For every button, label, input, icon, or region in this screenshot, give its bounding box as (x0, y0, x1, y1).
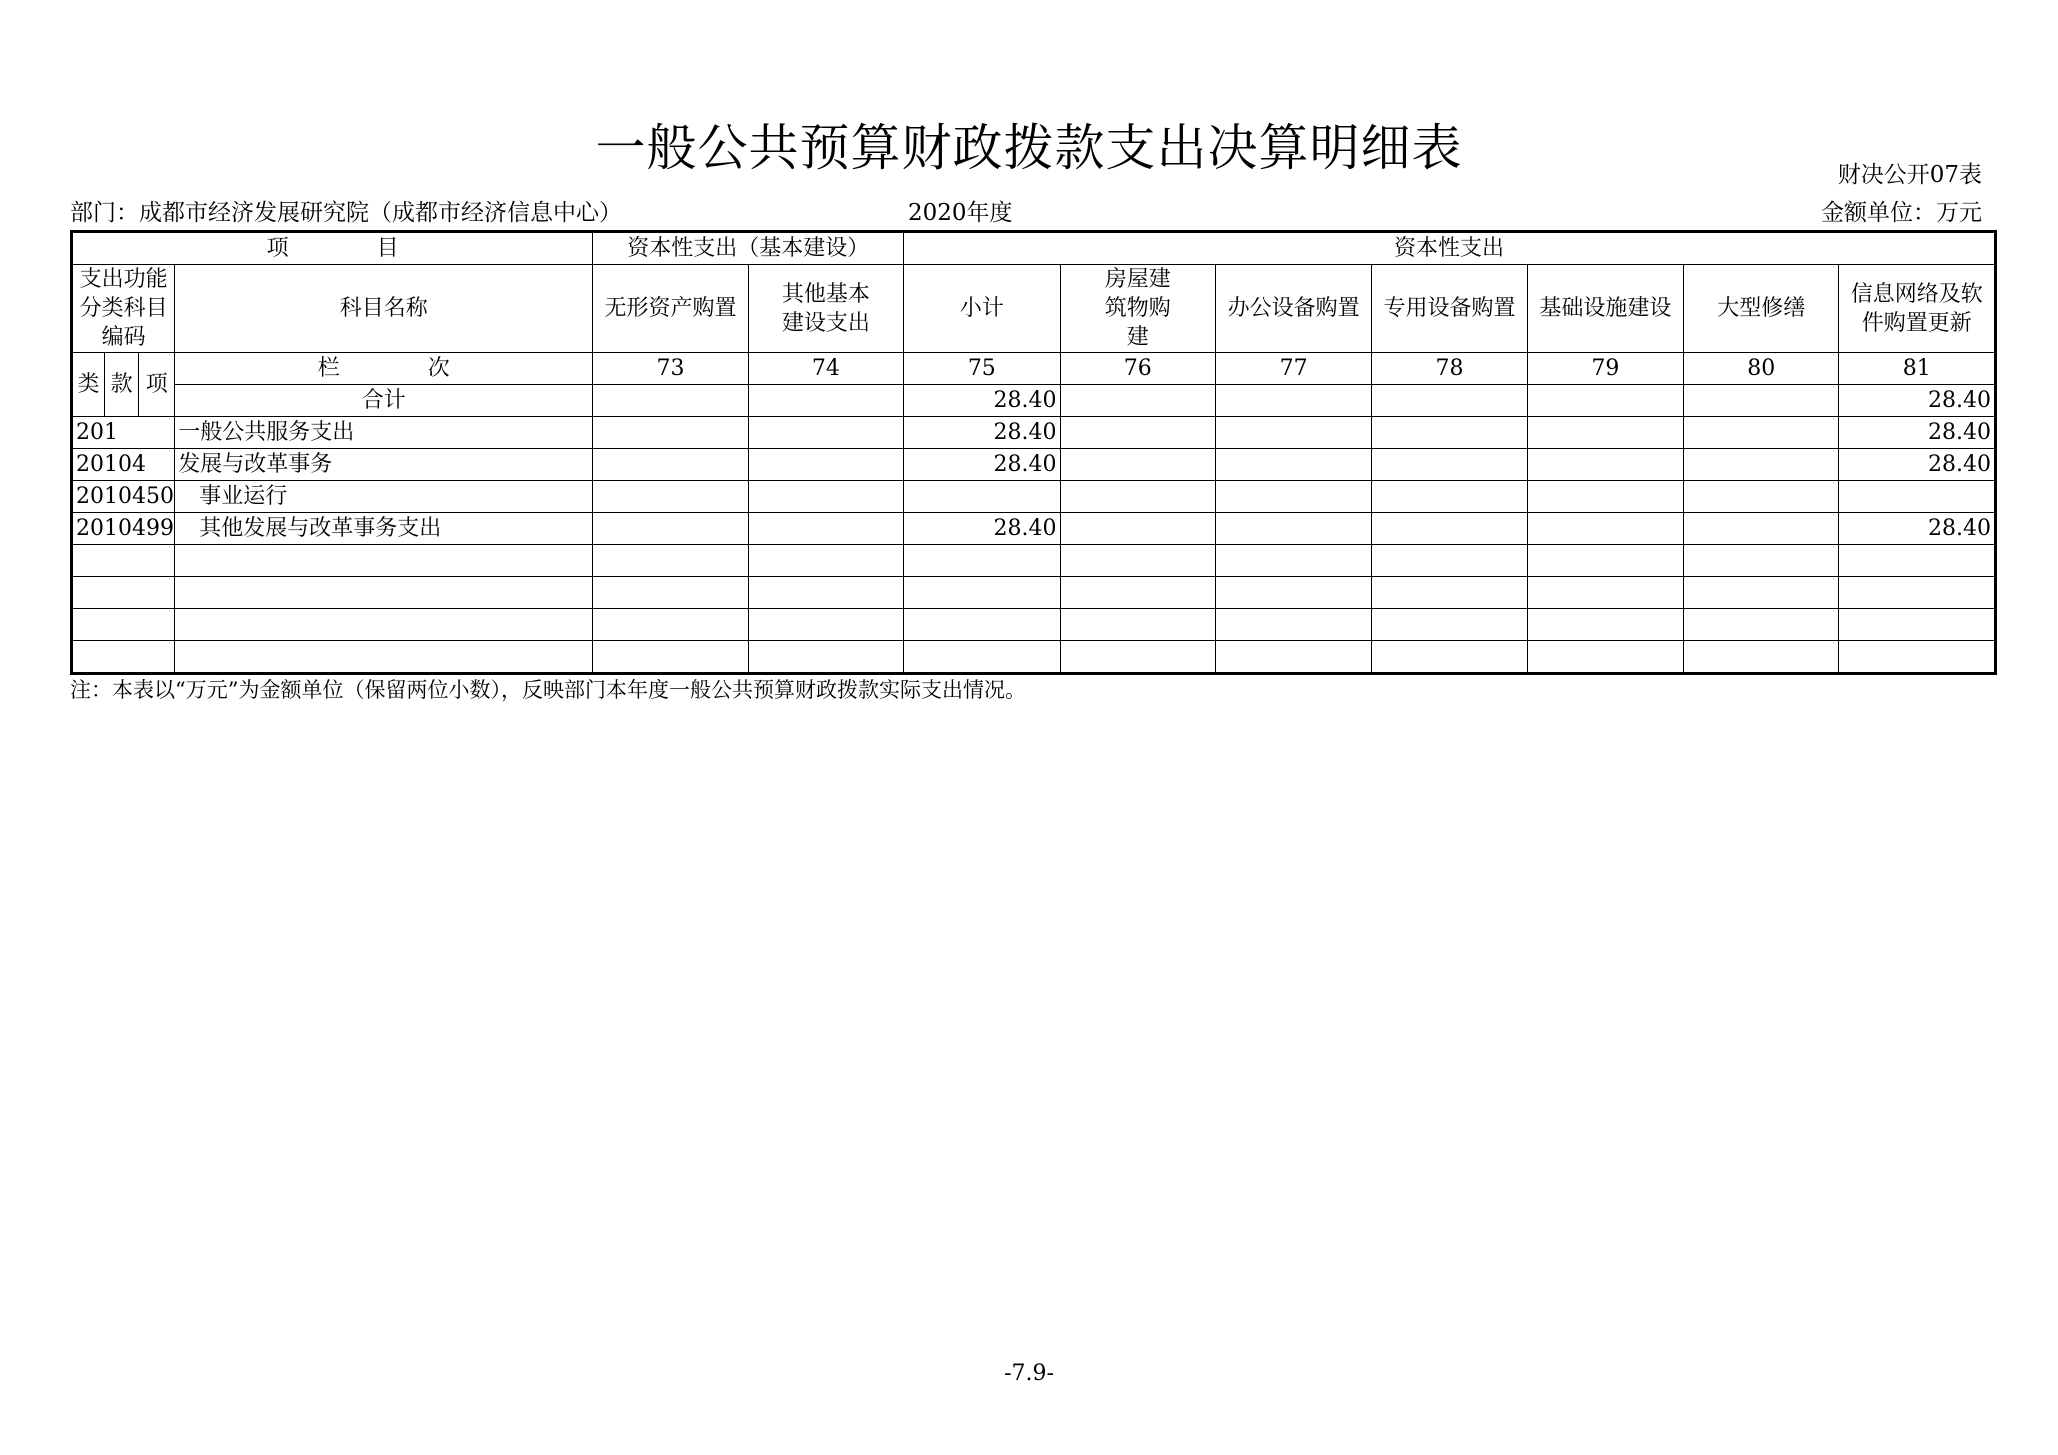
cell (1684, 513, 1839, 545)
cell (1060, 481, 1215, 513)
header-col: 无形资产购置 (593, 265, 748, 353)
row-code: 2010499 (72, 513, 175, 545)
cell (72, 577, 175, 609)
cell (748, 641, 903, 674)
col-number: 74 (748, 353, 903, 385)
cell (904, 641, 1060, 674)
cell (1215, 385, 1371, 417)
header-subject-name: 科目名称 (175, 265, 593, 353)
header-group-capital-construction: 资本性支出（基本建设） (593, 232, 904, 265)
row-name: 合计 (175, 385, 593, 417)
cell (1060, 609, 1215, 641)
col-number: 76 (1060, 353, 1215, 385)
cell (1372, 609, 1527, 641)
cell (1215, 577, 1371, 609)
page-title: 一般公共预算财政拨款支出决算明细表 (595, 119, 1463, 177)
cell (748, 481, 903, 513)
cell (1684, 577, 1839, 609)
cell (1684, 641, 1839, 674)
cell (72, 641, 175, 674)
cell (593, 577, 748, 609)
header-row-groups (72, 232, 1996, 265)
header-col: 小计 (904, 265, 1060, 353)
cell (593, 641, 748, 674)
cell (1839, 481, 1996, 513)
row-name: 其他发展与改革事务支出 (175, 513, 593, 545)
cell: 28.40 (1839, 417, 1996, 449)
cell (1684, 449, 1839, 481)
cell (1215, 481, 1371, 513)
cell (175, 577, 593, 609)
year-label: 2020年度 (908, 200, 1013, 226)
cell (1372, 481, 1527, 513)
header-item: 项 目 (72, 232, 593, 265)
cell: 28.40 (1839, 449, 1996, 481)
table-row-empty (72, 577, 1996, 609)
header-lanci: 栏 次 (175, 353, 593, 385)
table-row-empty (72, 609, 1996, 641)
cell (1527, 641, 1683, 674)
cell: 28.40 (1839, 513, 1996, 545)
row-code: 201 (72, 417, 175, 449)
cell (904, 481, 1060, 513)
cell (1527, 609, 1683, 641)
table-row-empty (72, 641, 1996, 674)
cell (593, 449, 748, 481)
cell (1527, 417, 1683, 449)
cell (1839, 641, 1996, 674)
cell (748, 449, 903, 481)
cell (1215, 513, 1371, 545)
header-col: 办公设备购置 (1215, 265, 1371, 353)
cell (1372, 417, 1527, 449)
cell (1527, 385, 1683, 417)
cell (1527, 545, 1683, 577)
header-col: 专用设备购置 (1372, 265, 1527, 353)
cell (1839, 577, 1996, 609)
col-number: 77 (1215, 353, 1371, 385)
cell (593, 513, 748, 545)
cell (1215, 641, 1371, 674)
cell (1060, 449, 1215, 481)
cell (72, 609, 175, 641)
form-code: 财决公开07表 (1837, 162, 1982, 188)
col-number: 81 (1839, 353, 1996, 385)
header-row-numbers (72, 353, 1996, 385)
cell (1839, 609, 1996, 641)
header-row-columns (72, 265, 1996, 353)
row-code: 20104 (72, 449, 175, 481)
cell (1372, 449, 1527, 481)
cell (1527, 481, 1683, 513)
cell (748, 417, 903, 449)
cell (748, 513, 903, 545)
cell (748, 385, 903, 417)
cell (1215, 449, 1371, 481)
cell (72, 545, 175, 577)
cell (1060, 577, 1215, 609)
table-row (72, 513, 1996, 545)
cell (1372, 641, 1527, 674)
cell (1215, 417, 1371, 449)
table-row-empty (72, 545, 1996, 577)
cell (1060, 641, 1215, 674)
unit-label: 金额单位：万元 (1821, 200, 1982, 226)
cell (175, 545, 593, 577)
cell (1215, 545, 1371, 577)
cell (1527, 577, 1683, 609)
header-group-capital: 资本性支出 (904, 232, 1996, 265)
col-number: 75 (904, 353, 1060, 385)
cell: 28.40 (904, 417, 1060, 449)
cell (1684, 545, 1839, 577)
cell (1060, 385, 1215, 417)
header-col: 基础设施建设 (1527, 265, 1683, 353)
cell (1215, 609, 1371, 641)
cell (1060, 417, 1215, 449)
cell: 28.40 (1839, 385, 1996, 417)
header-col: 大型修缮 (1684, 265, 1839, 353)
cell: 28.40 (904, 385, 1060, 417)
col-number: 79 (1527, 353, 1683, 385)
cell (593, 609, 748, 641)
cell (175, 641, 593, 674)
cell (748, 577, 903, 609)
cell (593, 545, 748, 577)
cell (175, 609, 593, 641)
cell (1527, 513, 1683, 545)
cell (593, 417, 748, 449)
cell (748, 609, 903, 641)
col-number: 78 (1372, 353, 1527, 385)
cell (1060, 513, 1215, 545)
expenditure-table (70, 230, 1997, 675)
table-row (72, 417, 1996, 449)
cell (904, 577, 1060, 609)
cell (1684, 417, 1839, 449)
cell (1527, 449, 1683, 481)
header-col: 信息网络及软件购置更新 (1839, 265, 1996, 353)
cell (593, 481, 748, 513)
cell (1372, 513, 1527, 545)
cell (1684, 481, 1839, 513)
cell (1372, 385, 1527, 417)
header-col: 房屋建筑物购建 (1060, 265, 1215, 353)
header-lei: 类 (72, 353, 105, 417)
cell: 28.40 (904, 449, 1060, 481)
table-row (72, 481, 1996, 513)
cell (1684, 385, 1839, 417)
page-number: -7.9- (1004, 1361, 1054, 1386)
table-note: 注：本表以“万元”为金额单位（保留两位小数），反映部门本年度一般公共预算财政拨款实际支出情况。 (70, 678, 1026, 702)
col-number: 73 (593, 353, 748, 385)
header-kuan: 款 (105, 353, 139, 417)
cell: 28.40 (904, 513, 1060, 545)
cell (1372, 577, 1527, 609)
cell (593, 385, 748, 417)
department-label: 部门：成都市经济发展研究院（成都市经济信息中心） (70, 200, 622, 226)
cell (1060, 545, 1215, 577)
row-code: 2010450 (72, 481, 175, 513)
cell (748, 545, 903, 577)
header-code-label: 支出功能分类科目编码 (72, 265, 175, 353)
row-name: 事业运行 (175, 481, 593, 513)
row-name: 一般公共服务支出 (175, 417, 593, 449)
row-name: 发展与改革事务 (175, 449, 593, 481)
cell (1372, 545, 1527, 577)
header-xiang: 项 (139, 353, 175, 417)
header-col: 其他基本建设支出 (748, 265, 903, 353)
table-row-total (72, 385, 1996, 417)
col-number: 80 (1684, 353, 1839, 385)
cell (904, 609, 1060, 641)
cell (1839, 545, 1996, 577)
cell (904, 545, 1060, 577)
cell (1684, 609, 1839, 641)
table-row (72, 449, 1996, 481)
